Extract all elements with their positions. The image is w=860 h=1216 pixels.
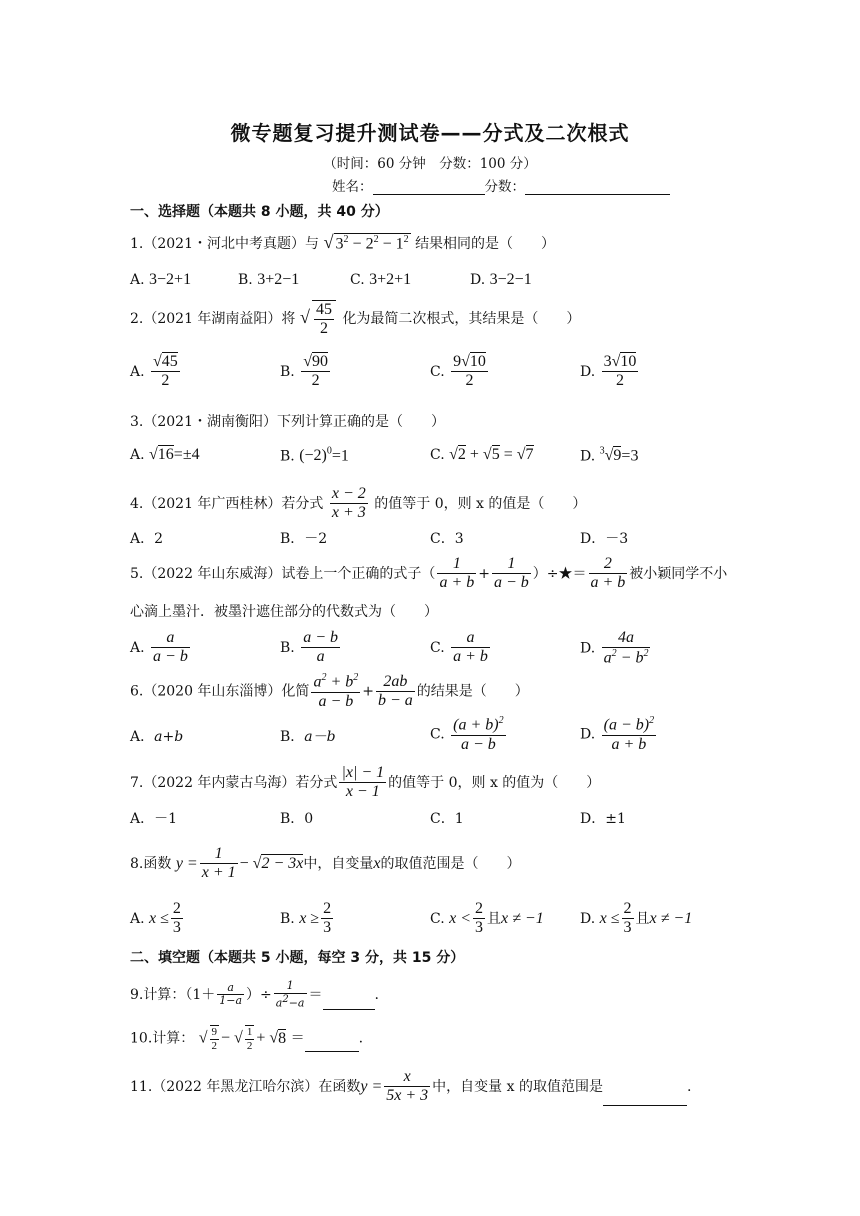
q2-suffix: 化为最简二次根式，其结果是（ ） xyxy=(342,311,581,328)
q7-option-a[interactable]: A．－1 xyxy=(130,811,178,827)
q1-option-d[interactable]: D. 3−2−1 xyxy=(470,271,532,288)
q9-suffix: ＝ xyxy=(308,986,323,1003)
score-blank[interactable] xyxy=(525,194,670,195)
question-5-line2: 心滴上墨汁．被墨汁遮住部分的代数式为（ ） xyxy=(130,604,438,620)
question-8: 8.函数 y = $\frac{1}{x + 1}$ − √2 − 3x中，自变量x的取值范围是（ ） xyxy=(130,845,521,882)
q1-options xyxy=(130,271,191,289)
q3-option-a[interactable]: A. √16=±4 xyxy=(130,446,200,463)
q1-suffix: 结果相同的是（ ） xyxy=(415,236,556,252)
q7-suffix: 的值等于 0，则 x 的值为（ ） xyxy=(388,774,601,791)
q6-option-d[interactable]: D. $\frac{(a - b)^2}{a + b}$ xyxy=(580,715,655,753)
q1-option-a[interactable]: A. 3−2+1 xyxy=(130,271,192,288)
q3-option-c[interactable]: C. √2 + √5 = √7 xyxy=(430,446,534,463)
page-title: 微专题复习提升测试卷——分式及二次根式 xyxy=(230,121,630,145)
q5-option-c[interactable]: C. $\frac{a}{a + b}$ xyxy=(430,629,488,666)
q1-option-c[interactable]: C. 3+2+1 xyxy=(350,271,412,288)
q2-radical: √ $\frac{45}{2}$ xyxy=(300,300,338,339)
q8-suffix2: 的取值范围是（ ） xyxy=(380,855,521,872)
q5-option-a[interactable]: A. $\frac{a}{a - b}$ xyxy=(130,629,188,666)
q5-prefix: 5.（2022 年山东威海）试卷上一个正确的式子（ xyxy=(130,565,436,582)
q6-prefix: 6.（2020 年山东淄博）化简 xyxy=(130,683,310,700)
question-3: 3.（2021・湖南衡阳）下列计算正确的是（ ） xyxy=(130,414,445,430)
q4-option-b[interactable]: B．－2 xyxy=(280,531,328,547)
q1-prefix: 1.（2021・河北中考真题）与 xyxy=(130,236,319,252)
q8-option-c[interactable]: C. x < $\frac{2}{3}$ 且x ≠ −1 xyxy=(430,900,544,937)
question-5: 5.（2022 年山东威海）试卷上一个正确的式子（ $\frac{1}{a + b}$ + $\frac{1}{a - b}$ ）÷★＝ $\frac{2}{a + b}$ 被小颖同学不小 xyxy=(130,555,728,592)
q11-answer-blank[interactable] xyxy=(603,1105,687,1106)
q4-prefix: 4.（2021 年广西桂林）若分式 xyxy=(130,495,324,512)
q8-option-d[interactable]: D. x ≤ $\frac{2}{3}$ 且x ≠ −1 xyxy=(580,900,693,937)
q10-suffix: ＝ xyxy=(290,1030,305,1047)
q5-suffix: 被小颖同学不小 xyxy=(629,565,728,582)
question-11: 11.（2022 年黑龙江哈尔滨）在函数y = $\frac{x}{5x + 3}$ 中，自变量 x 的取值范围是 . xyxy=(130,1068,692,1105)
q4-suffix: 的值等于 0，则 x 的值是（ ） xyxy=(374,495,587,512)
q9-prefix: 9.计算：（1＋ xyxy=(130,986,216,1003)
q11-prefix: 11.（2022 年黑龙江哈尔滨）在函数 xyxy=(130,1078,361,1095)
q4-option-d[interactable]: D．－3 xyxy=(580,531,629,547)
q1-option-b[interactable]: B. 3+2−1 xyxy=(238,271,300,288)
q9-mid: ）÷ xyxy=(246,986,272,1003)
q8-suffix: 中，自变量 xyxy=(303,855,374,872)
q6-option-c[interactable]: C. $\frac{(a + b)^2}{a - b}$ xyxy=(430,715,504,753)
question-7: 7.（2022 年内蒙古乌海）若分式 $\frac{|x| - 1}{x - 1}$ 的值等于 0，则 x 的值为（ ） xyxy=(130,764,601,801)
q6-suffix: 的结果是（ ） xyxy=(416,683,529,700)
q5-option-d[interactable]: D. $\frac{4a}{a^2 - b^2}$ xyxy=(580,629,649,667)
section-heading-fill: 二、填空题（本题共 5 小题，每空 3 分，共 15 分） xyxy=(130,950,465,966)
q10-answer-blank[interactable] xyxy=(305,1051,359,1052)
name-score-row xyxy=(332,175,670,195)
q8-prefix: 8.函数 xyxy=(130,855,172,872)
q7-option-c[interactable]: C．1 xyxy=(430,811,464,827)
question-10: 10.计算： √ $\frac{9}{2}$ − √ $\frac{1}{2}$ + √8 ＝ . xyxy=(130,1026,364,1052)
q5-mid: ）÷★＝ xyxy=(532,565,587,582)
q8-option-b[interactable]: B. x ≥ $\frac{2}{3}$ xyxy=(280,900,332,937)
exam-meta: （时间：60 分钟 分数：100 分） xyxy=(323,156,537,172)
name-blank[interactable] xyxy=(373,194,485,195)
q7-prefix: 7.（2022 年内蒙古乌海）若分式 xyxy=(130,774,338,791)
q9-answer-blank[interactable] xyxy=(323,1009,375,1010)
q6-option-a[interactable]: A．a+b xyxy=(130,729,184,745)
q2-option-d[interactable]: D. $\frac{3√10}{2}$ xyxy=(580,353,637,390)
section-heading-choice: 一、选择题（本题共 8 小题，共 40 分） xyxy=(130,204,389,220)
question-6: 6.（2020 年山东淄博）化简 $\frac{a^2 + b^2}{a - b}$ + $\frac{2ab}{b - a}$ 的结果是（ ） xyxy=(130,672,529,710)
q8-option-a[interactable]: A. x ≤ $\frac{2}{3}$ xyxy=(130,900,181,937)
q2-option-c[interactable]: C. $\frac{9√10}{2}$ xyxy=(430,353,486,390)
q2-option-b[interactable]: B. $\frac{√90}{2}$ xyxy=(280,353,328,390)
q5-option-b[interactable]: B. $\frac{a - b}{a}$ xyxy=(280,629,338,666)
question-1 xyxy=(130,232,555,253)
q6-option-b[interactable]: B．a－b xyxy=(280,729,336,745)
q4-option-c[interactable]: C．3 xyxy=(430,531,464,547)
q3-option-d[interactable]: D. $^3$√9=3 xyxy=(580,446,639,465)
question-9: 9.计算：（1＋ $\frac{a}{1-a}$ ）÷ $\frac{1}{a^2-a}$ ＝ . xyxy=(130,979,379,1010)
q7-option-d[interactable]: D．±1 xyxy=(580,811,626,827)
q3-option-b[interactable]: B. $(-2)^0=1$ xyxy=(280,446,349,465)
score-label: 分数： xyxy=(484,179,525,195)
q11-suffix: 中，自变量 x 的取值范围是 xyxy=(432,1078,603,1095)
q2-prefix: 2.（2021 年湖南益阳）将 xyxy=(130,311,296,328)
name-label: 姓名： xyxy=(332,179,373,195)
q4-option-a[interactable]: A．2 xyxy=(130,531,164,547)
q4-fraction: $\frac{x - 2}{x + 3}$ xyxy=(331,485,366,522)
q10-prefix: 10.计算： xyxy=(130,1030,195,1047)
question-2 xyxy=(130,300,580,339)
q1-radical: √ $3^2 - 2^2 - 1^2$ xyxy=(323,232,409,252)
question-4 xyxy=(130,485,586,523)
q7-option-b[interactable]: B．0 xyxy=(280,811,314,827)
q2-option-a[interactable]: A. $\frac{√45}{2}$ xyxy=(130,353,178,390)
